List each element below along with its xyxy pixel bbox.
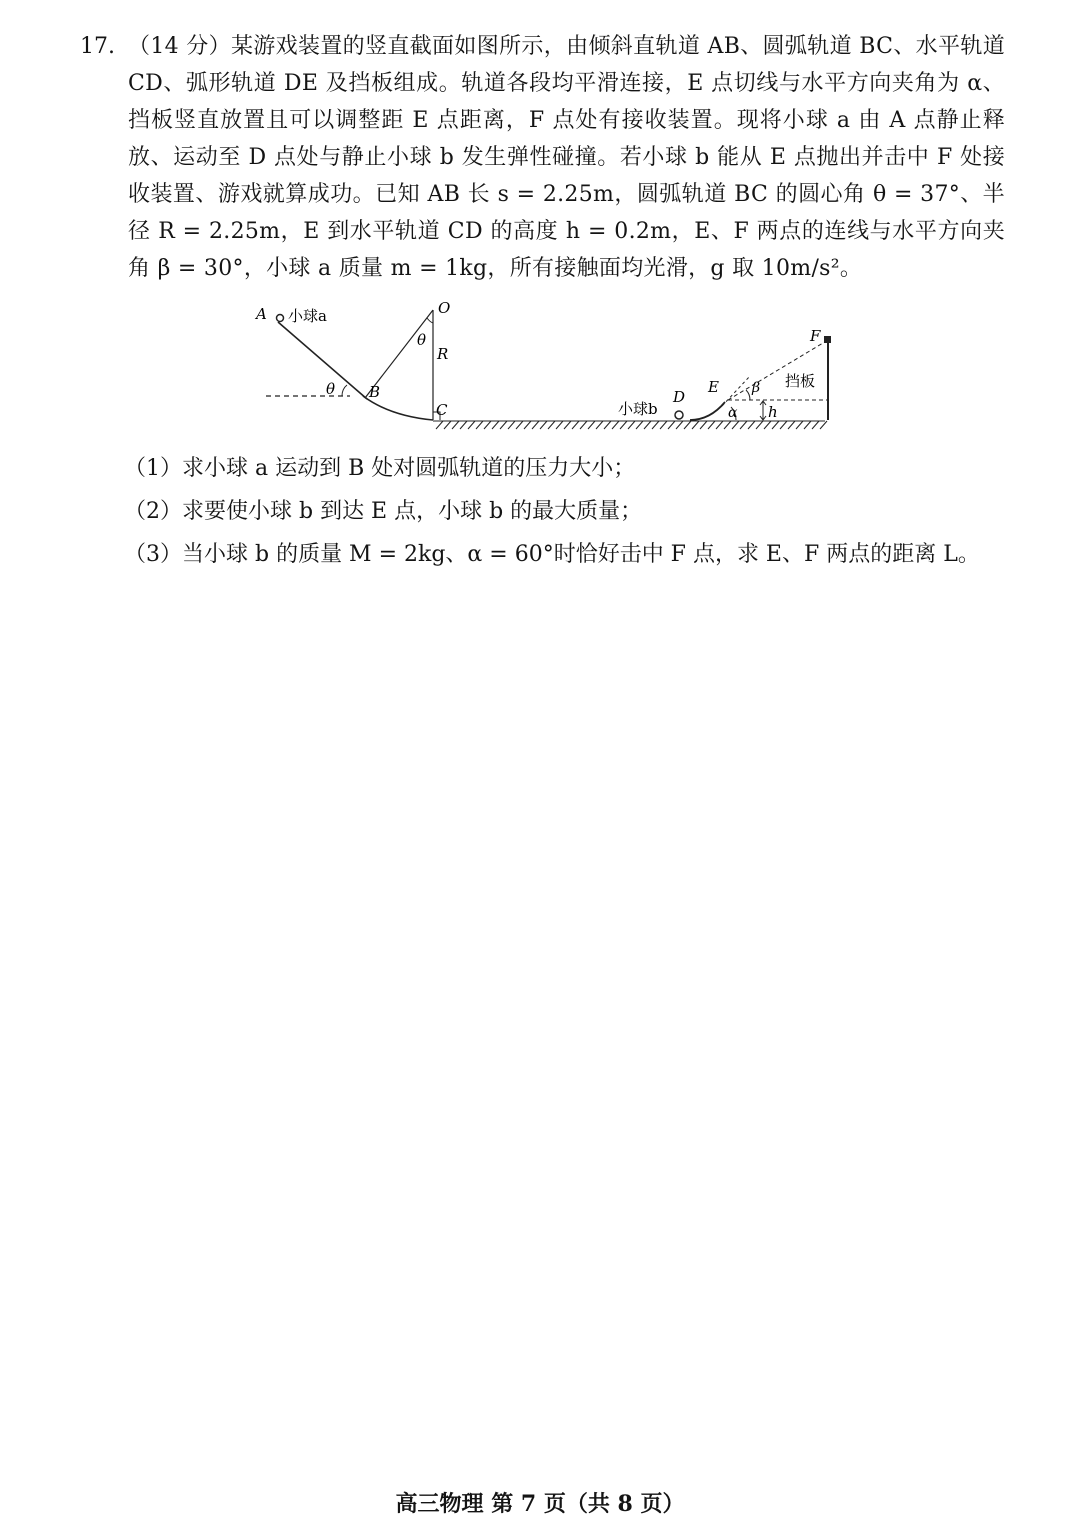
hatch-stroke [812, 421, 819, 429]
hatch-stroke [780, 421, 787, 429]
angle-beta [746, 390, 750, 400]
label-baffle: 挡板 [785, 372, 816, 390]
label-d: D [673, 388, 686, 406]
hatch-stroke [700, 421, 707, 429]
hatch-stroke [724, 421, 731, 429]
tangent-e [722, 376, 750, 406]
hatch-stroke [548, 421, 555, 429]
hatch-stroke [652, 421, 659, 429]
hatch-stroke [468, 421, 475, 429]
hatch-stroke [708, 421, 715, 429]
hatch-stroke [628, 421, 635, 429]
hatch-stroke [588, 421, 595, 429]
hatch-stroke [596, 421, 603, 429]
hatch-stroke [492, 421, 499, 429]
hatch-stroke [556, 421, 563, 429]
label-e: E [708, 378, 719, 396]
hatch-stroke [676, 421, 683, 429]
hatch-stroke [564, 421, 571, 429]
hatch-stroke [732, 421, 739, 429]
ball-b [675, 411, 683, 419]
label-o: O [438, 299, 451, 317]
label-ball-a: 小球a [288, 307, 327, 325]
hatch-stroke [452, 421, 459, 429]
hatch-stroke [500, 421, 507, 429]
label-c: C [436, 401, 448, 419]
hatch-stroke [540, 421, 547, 429]
hatch-stroke [572, 421, 579, 429]
hatch-stroke [796, 421, 803, 429]
hatch-stroke [684, 421, 691, 429]
problem-17 [80, 28, 1005, 287]
hatch-stroke [460, 421, 467, 429]
hatch-stroke [756, 421, 763, 429]
problem-number: 17. [80, 34, 115, 59]
hatch-stroke [636, 421, 643, 429]
ground-hatching [433, 421, 827, 429]
ball-a [277, 315, 284, 322]
hatch-stroke [644, 421, 651, 429]
hatch-stroke [532, 421, 539, 429]
hatch-stroke [788, 421, 795, 429]
label-beta: β [752, 380, 761, 396]
hatch-stroke [444, 421, 451, 429]
incline-ab [278, 322, 367, 399]
question-2: （2）求要使小球 b 到达 E 点，小球 b 的最大质量； [124, 499, 643, 524]
hatch-stroke [524, 421, 531, 429]
angle-theta-left [342, 385, 347, 396]
hatch-stroke [668, 421, 675, 429]
hatch-stroke [692, 421, 699, 429]
hatch-stroke [484, 421, 491, 429]
receiver-f [824, 336, 831, 343]
hatch-stroke [604, 421, 611, 429]
question-1: （1）求小球 a 运动到 B 处对圆弧轨道的压力大小； [124, 456, 636, 481]
label-r: R [437, 345, 449, 363]
angle-theta-top [427, 318, 433, 323]
track-diagram [250, 296, 840, 440]
hatch-stroke [508, 421, 515, 429]
label-theta-left: θ [326, 380, 336, 398]
label-f: F [810, 327, 821, 345]
sub-questions [124, 447, 1024, 576]
label-ball-b: 小球b [618, 400, 658, 418]
ef-line [728, 340, 828, 400]
hatch-stroke [476, 421, 483, 429]
hatch-stroke [748, 421, 755, 429]
label-a: A [256, 305, 267, 323]
label-alpha: α [728, 405, 738, 421]
label-b: B [369, 383, 381, 401]
hatch-stroke [804, 421, 811, 429]
hatch-stroke [820, 421, 827, 429]
hatch-stroke [772, 421, 779, 429]
problem-statement: （14 分）某游戏装置的竖直截面如图所示，由倾斜直轨道 AB、圆弧轨道 BC、水平轨道 CD、弧形轨道 DE 及挡板组成。轨道各段均平滑连接，E 点切线与水平方向夹角为 α、挡板竖直放置且可以调整距 E 点距离，F 点处有接收装置。现将小球 a 由 A 点静止释放、运动至 D 点处与静止小球 b 发生弹性碰撞。若小球 b 能从 E 点抛出并击中 F 处接收装置、游戏就算成功。已知 AB 长 s = 2.25m，圆弧轨道 BC 的圆心角 θ = 37°、半径 R = 2.25m，E 到水平轨道 CD 的高度 h = 0.2m，E、F 两点的连线与水平方向夹角 β = 30°，小球 a 质量 m = 1kg，所有接触面均光滑，g 取 10m/s²。 [128, 34, 1005, 281]
hatch-stroke [764, 421, 771, 429]
hatch-stroke [516, 421, 523, 429]
hatch-stroke [740, 421, 747, 429]
hatch-stroke [436, 421, 443, 429]
hatch-stroke [716, 421, 723, 429]
question-3: （3）当小球 b 的质量 M = 2kg、α = 60°时恰好击中 F 点，求 E、F 两点的距离 L。 [124, 542, 980, 567]
label-theta-top: θ [417, 331, 427, 349]
hatch-stroke [660, 421, 667, 429]
page-footer: 高三物理 第 7 页（共 8 页） [395, 1491, 685, 1517]
label-h: h [768, 403, 778, 421]
hatch-stroke [612, 421, 619, 429]
hatch-stroke [580, 421, 587, 429]
arc-de [690, 402, 725, 420]
hatch-stroke [620, 421, 627, 429]
